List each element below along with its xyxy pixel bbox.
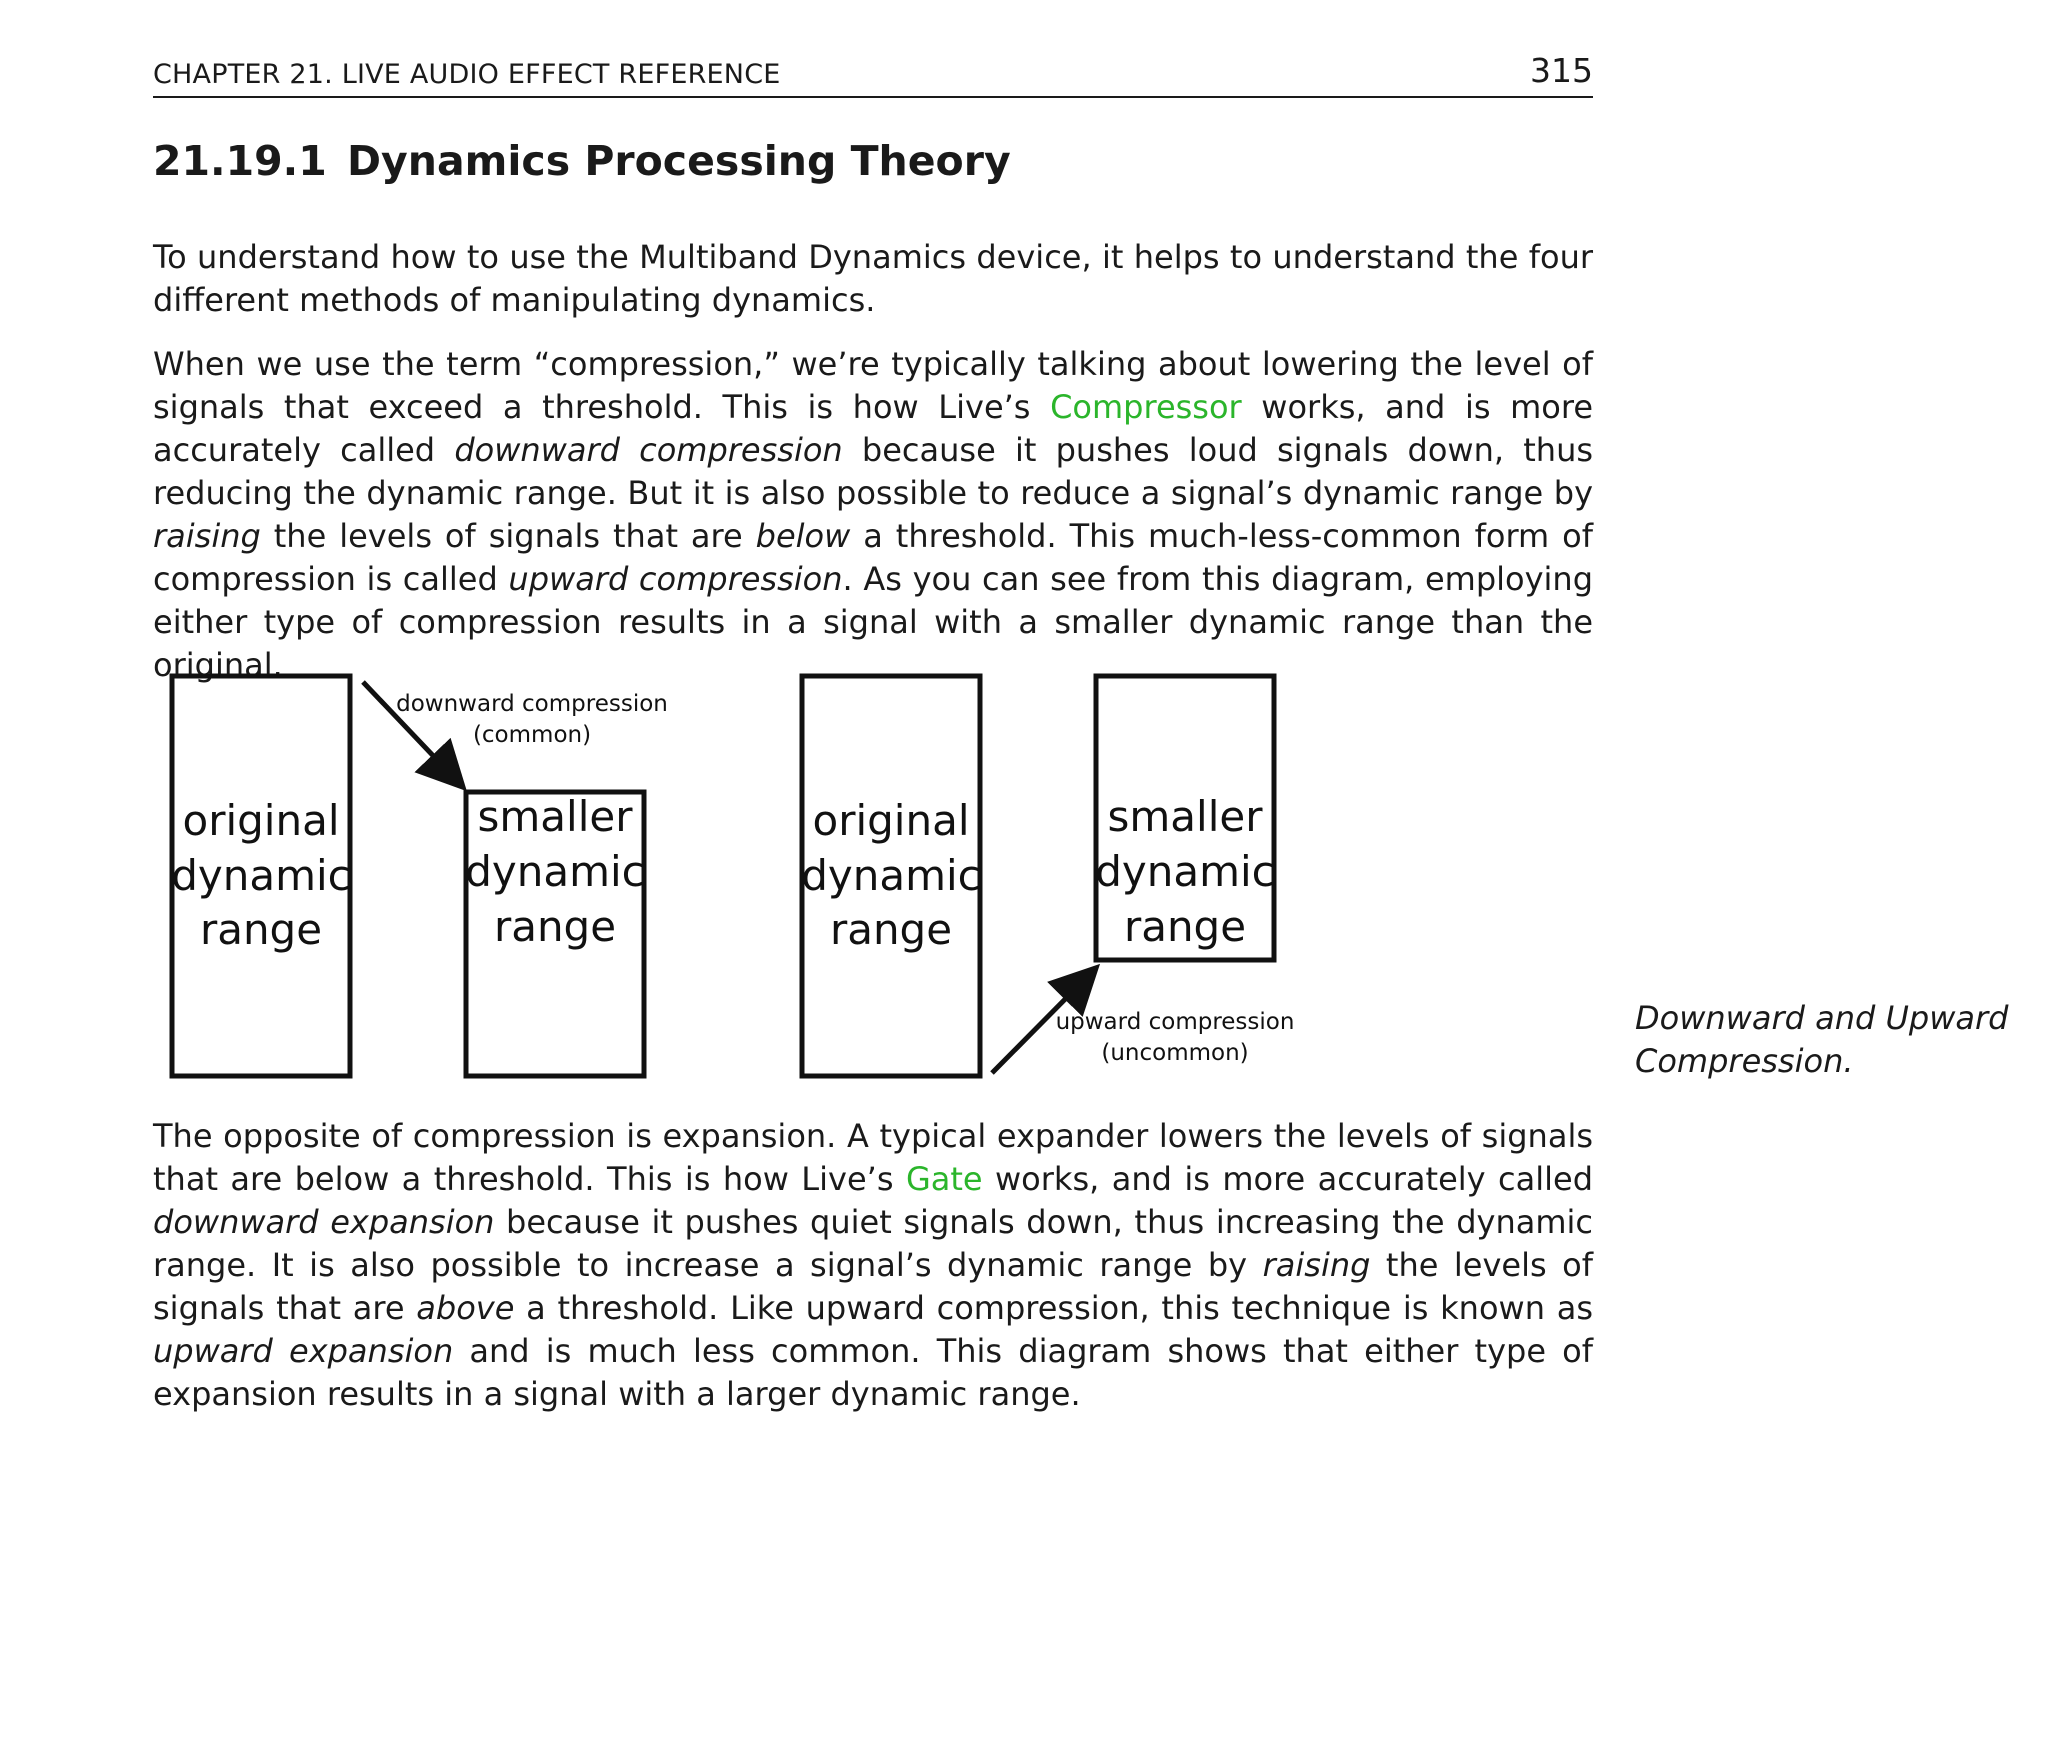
compressor-link[interactable]: Compressor	[1050, 388, 1242, 426]
box3-line2: dynamic	[801, 851, 981, 900]
downward-label: downward compression	[396, 691, 668, 717]
gate-link[interactable]: Gate	[905, 1160, 983, 1198]
emphasis-below: below	[755, 517, 851, 555]
box1-line2: dynamic	[171, 851, 351, 900]
emphasis-above: above	[416, 1289, 515, 1327]
text-run: a threshold. This much-less-common form of compression is called	[153, 517, 1594, 598]
text-run: and is much less common. This diagram shows that either type of expansion results in a signal with a larger dynamic range.	[153, 1332, 1594, 1413]
emphasis-downward-compression: downward compression	[454, 431, 843, 469]
emphasis-raising: raising	[1262, 1246, 1371, 1284]
text-run: works, and is more accurately called	[982, 1160, 1594, 1198]
emphasis-downward-expansion: downward expansion	[153, 1203, 495, 1241]
emphasis-upward-compression: upward compression	[508, 560, 843, 598]
box1-line3: range	[199, 905, 323, 954]
page-number: 315	[1530, 51, 1593, 90]
compression-paragraph	[153, 343, 1593, 687]
box4-line3: range	[1123, 902, 1247, 951]
box2-line1: smaller	[477, 792, 633, 841]
box3-line1: original	[812, 796, 970, 845]
text-run: The opposite of compression is expansion. A typical expander lowers the levels of signals that are below a threshold. This is how Live’s	[153, 1117, 1593, 1198]
caption-line-2: Compression.	[1635, 1042, 1854, 1080]
box1-line1: original	[182, 796, 340, 845]
box4-line2: dynamic	[1095, 847, 1275, 896]
box4-line1: smaller	[1107, 792, 1263, 841]
running-header	[153, 50, 1593, 98]
caption-line-1: Downward and Upward	[1635, 999, 2009, 1037]
text-run: a threshold. Like upward compression, this technique is known as	[514, 1289, 1593, 1327]
text-run: because it pushes loud signals down, thus reducing the dynamic range. But it is also possible to reduce a signal’s dynamic range by	[153, 431, 1594, 512]
box2-line2: dynamic	[465, 847, 645, 896]
text-run: because it pushes quiet signals down, thus increasing the dynamic range. It is also possible to increase a signal’s dynamic range by	[153, 1203, 1594, 1284]
section-number: 21.19.1	[153, 137, 327, 185]
box3-line3: range	[829, 905, 953, 954]
upward-note: (uncommon)	[1101, 1040, 1249, 1066]
text-run: When we use the term “compression,” we’re typically talking about lowering the level of signals that exceed a threshold. This is how Live’s	[153, 345, 1593, 426]
intro-paragraph: To understand how to use the Multiband Dynamics device, it helps to understand the four different methods of manipulating dynamics.	[153, 238, 1593, 319]
emphasis-upward-expansion: upward expansion	[153, 1332, 454, 1370]
section-heading	[153, 137, 1011, 185]
expansion-paragraph	[153, 1115, 1593, 1416]
box2-line3: range	[493, 902, 617, 951]
section-title: Dynamics Processing Theory	[347, 137, 1011, 185]
text-run: the levels of signals that are	[260, 517, 756, 555]
figure-caption	[1635, 997, 2015, 1083]
downward-note: (common)	[472, 722, 592, 748]
text-run: . As you can see from this diagram, employing either type of compression results in a signal with a smaller dynamic range than the original.	[153, 560, 1594, 684]
emphasis-raising: raising	[153, 517, 261, 555]
upward-label: upward compression	[1055, 1009, 1295, 1035]
diagram-svg	[160, 665, 1310, 1085]
text-run: the levels of signals that are	[153, 1246, 1594, 1327]
chapter-title: CHAPTER 21. LIVE AUDIO EFFECT REFERENCE	[153, 59, 781, 90]
compression-diagram	[160, 665, 1310, 1085]
text-run: works, and is more accurately called	[153, 388, 1594, 469]
